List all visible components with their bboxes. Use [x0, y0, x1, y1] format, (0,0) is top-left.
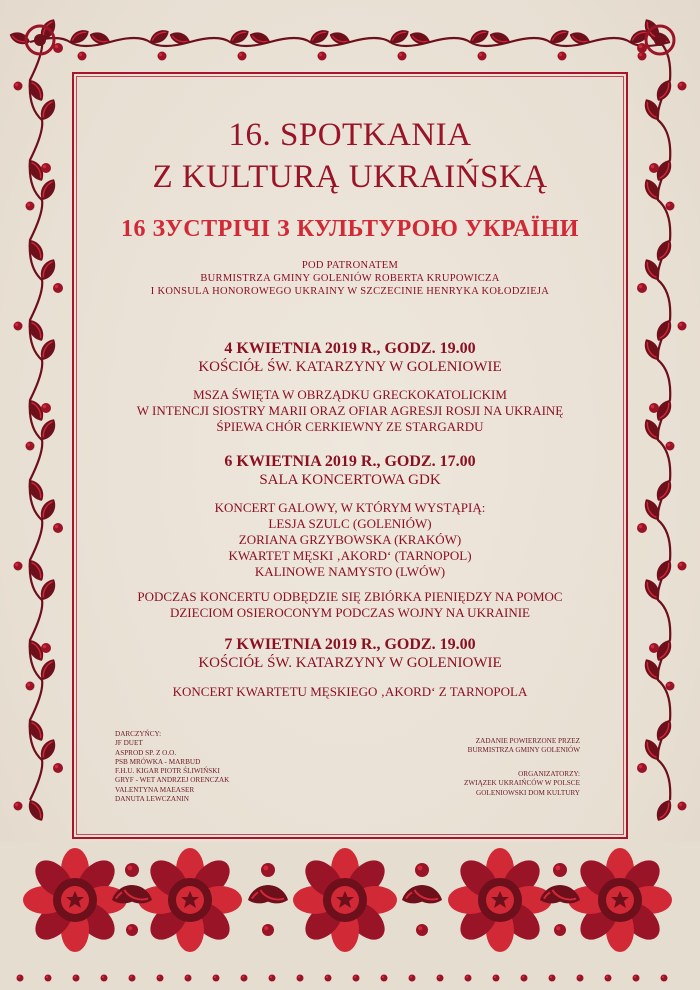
event-2-desc-line: KALINOWE NAMYSTO (LWÓW) [254, 564, 446, 579]
berry-motif [129, 975, 136, 982]
berry-motif [605, 975, 612, 982]
event-3-place: KOŚCIÓŁ ŚW. KATARZYNY W GOLENIOWIE [198, 655, 502, 671]
title-line-1: 16. SPOTKANIA [228, 117, 472, 153]
berry-motif [521, 975, 528, 982]
leaf-motif [653, 717, 675, 744]
event-1-desc-line: MSZA ŚWIĘTA W OBRZĄDKU GRECKOKATOLICKIM [193, 387, 507, 402]
berry-motif [678, 562, 687, 571]
leaf-motif [25, 237, 47, 264]
berry-motif [409, 975, 416, 982]
berry-motif [416, 924, 428, 936]
berry-motif [633, 975, 640, 982]
rose-motif [568, 848, 672, 952]
berry-motif [14, 82, 23, 91]
leaf-motif [25, 77, 47, 104]
leaf-motif [653, 237, 675, 264]
berry-motif [493, 975, 500, 982]
berry-motif [126, 924, 138, 936]
event-2-desc-line: LESJA SZULC (GOLENIÓW) [268, 516, 432, 531]
event-2-description [80, 500, 620, 580]
berry-motif [381, 975, 388, 982]
event-2-note-line: DZIECIOM OSIEROCONYM PODCZAS WOJNY NA UKRAINIE [169, 605, 531, 620]
berry-motif [637, 763, 647, 773]
sponsors-line: ASPROD SP. Z O.O. [115, 748, 177, 757]
berry-motif [649, 403, 659, 413]
berry-motif [678, 802, 687, 811]
organizers-list [464, 770, 580, 798]
event-2-note [80, 589, 620, 621]
berry-motif [26, 682, 35, 691]
leaf-motif [25, 317, 47, 344]
commission-line: BURMISTRZA GMINY GOLENIÓW [467, 746, 580, 755]
berry-motif [78, 52, 87, 61]
rose-motif [293, 848, 397, 952]
event-2-desc-line: KONCERT GALOWY, W KTÓRYM WYSTĄPIĄ: [214, 500, 486, 515]
berry-motif [26, 202, 35, 211]
berry-motif [262, 924, 274, 936]
berry-motif [666, 442, 675, 451]
sponsors-line: DANUTA LEWCZANIN [115, 795, 189, 804]
event-3 [80, 635, 620, 672]
leaf-motif [25, 717, 47, 744]
berry-motif [558, 52, 567, 61]
berry-motif [269, 975, 276, 982]
rose-motif [138, 848, 242, 952]
rose-motif [448, 848, 552, 952]
berry-motif [297, 975, 304, 982]
event-2 [80, 452, 620, 489]
event-1-desc-line: W INTENCJI SIOSTRY MARII ORAZ OFIAR AGRESJI ROSJI NA UKRAINĘ [136, 403, 564, 418]
sponsors-list [115, 730, 229, 804]
berry-motif [549, 975, 556, 982]
organizers-line: GOLENIOWSKI DOM KULTURY [476, 788, 580, 797]
berry-motif [53, 763, 63, 773]
berry-motif [53, 523, 63, 533]
berry-motif [465, 975, 472, 982]
berry-motif [437, 975, 444, 982]
title-line-2: Z KULTURĄ UKRAIŃSKĄ [152, 159, 548, 195]
berry-motif [649, 163, 659, 173]
event-1-date: 4 KWIETNIA 2019 R., GODZ. 19.00 [224, 340, 476, 357]
event-2-note-line: PODCZAS KONCERTU ODBĘDZIE SIĘ ZBIÓRKA PIENIĘDZY NA POMOC [137, 589, 563, 604]
berry-motif [398, 52, 407, 61]
berry-motif [478, 52, 487, 61]
commission-note [468, 737, 580, 756]
leaf-motif [653, 77, 675, 104]
berry-motif [649, 643, 659, 653]
berry-motif [17, 975, 24, 982]
event-2-desc-line: ZORIANA GRZYBOWSKA (KRAKÓW) [238, 532, 462, 547]
berry-motif [353, 975, 360, 982]
title-ukrainian: 16 ЗУСТРІЧІ З КУЛЬТУРОЮ УКРАЇНИ [121, 216, 579, 242]
berry-motif [125, 863, 139, 877]
event-1-desc-line: ŚPIEWA CHÓR CERKIEWNY ZE STARGARDU [216, 419, 484, 434]
sponsors-line: VALENTYNA MAEASER [115, 785, 195, 794]
sponsors-line: PSB MRÓWKA - MARBUD [115, 757, 201, 766]
berry-motif [666, 202, 675, 211]
leaf-motif [653, 557, 675, 584]
berry-motif [185, 975, 192, 982]
berry-motif [678, 82, 687, 91]
poster-content [80, 80, 620, 830]
sponsors-line: JF DUET [115, 739, 143, 748]
berry-motif [26, 442, 35, 451]
berry-motif [14, 322, 23, 331]
berry-motif [41, 643, 51, 653]
berry-motif [318, 52, 327, 61]
rose-motif [23, 848, 127, 952]
organizers-line: ORGANIZATORZY: [518, 770, 580, 778]
berry-motif [553, 863, 567, 877]
patronage-line: BURMISTRZA GMINY GOLENIÓW ROBERTA KRUPOWICZA [200, 273, 500, 284]
event-3-date: 7 KWIETNIA 2019 R., GODZ. 19.00 [224, 636, 476, 653]
berry-motif [637, 283, 647, 293]
berry-motif [554, 924, 566, 936]
sponsors-line: F.H.U. KIGAR PIOTR ŚLIWIŃSKI [115, 767, 220, 776]
sponsors-line: DARCZYŃCY: [115, 730, 162, 738]
berry-motif [678, 322, 687, 331]
berry-motif [661, 975, 668, 982]
berry-motif [53, 283, 63, 293]
event-1 [80, 339, 620, 376]
commission-line: ZADANIE POWIERZONE PRZEZ [475, 737, 580, 745]
leaf-motif [653, 797, 675, 824]
berry-motif [14, 802, 23, 811]
event-1-description [80, 387, 620, 435]
event-2-place: SALA KONCERTOWA GDK [259, 472, 441, 488]
leaf-motif [25, 477, 47, 504]
berry-motif [666, 682, 675, 691]
berry-motif [158, 52, 167, 61]
event-1-place: KOŚCIÓŁ ŚW. KATARZYNY W GOLENIOWIE [198, 359, 502, 375]
berry-motif [213, 975, 220, 982]
berry-motif [238, 52, 247, 61]
leaf-motif [25, 557, 47, 584]
berry-motif [261, 863, 275, 877]
berry-motif [577, 975, 584, 982]
berry-motif [45, 975, 52, 982]
berry-motif [415, 863, 429, 877]
leaf-motif [25, 797, 47, 824]
berry-motif [241, 975, 248, 982]
berry-motif [73, 975, 80, 982]
organizers-line: ZWIĄZEK UKRAIŃCÓW W POLSCE [464, 779, 580, 788]
berry-motif [41, 163, 51, 173]
patronage [80, 259, 620, 298]
berry-motif [14, 562, 23, 571]
leaf-motif [653, 317, 675, 344]
patronage-line: I KONSULA HONOROWEGO UKRAINY W SZCZECINIE HENRYKA KOŁODZIEJA [150, 286, 550, 297]
event-2-date: 6 KWIETNIA 2019 R., GODZ. 17.00 [224, 453, 476, 470]
berry-motif [637, 523, 647, 533]
sponsors-line: GRYF - WET ANDRZEJ ORENCZAK [115, 776, 230, 785]
event-2-desc-line: KWARTET MĘSKI ‚AKORD‘ (TARNOPOL) [228, 548, 472, 563]
berry-motif [157, 975, 164, 982]
event-3-description: KONCERT KWARTETU MĘSKIEGO ‚AKORD‘ Z TARNOPOLA [172, 684, 528, 699]
berry-motif [101, 975, 108, 982]
berry-motif [41, 403, 51, 413]
patronage-line: POD PATRONATEM [301, 260, 399, 271]
berry-motif [325, 975, 332, 982]
leaf-motif [653, 477, 675, 504]
